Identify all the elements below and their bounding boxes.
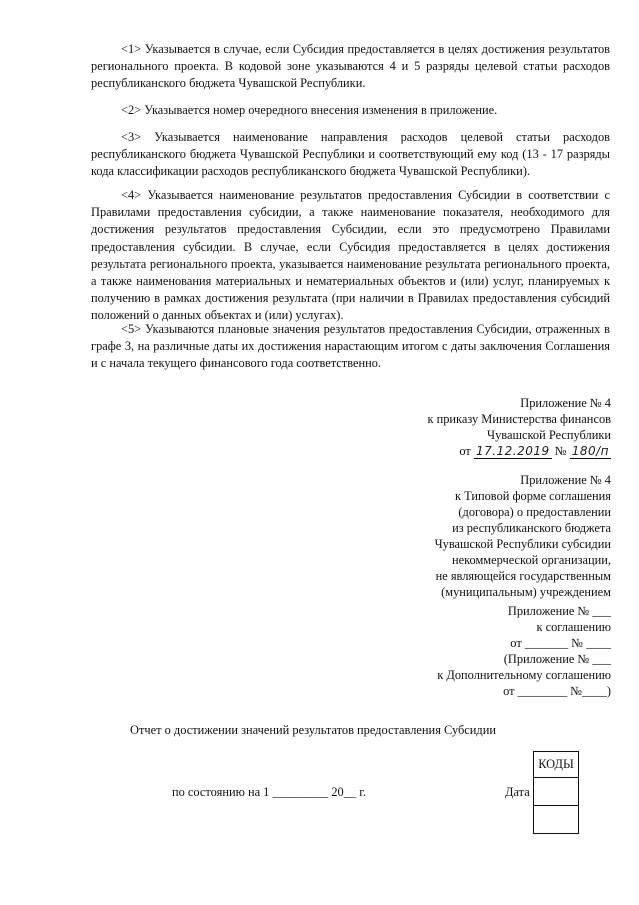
agreement-annex-line: к соглашению [536,620,611,634]
order-annex-to-order: к приказу Министерства финансов [427,412,611,426]
agreement-annex-block [437,603,611,699]
footnote-3: <3> Указывается наименование направления расходов целевой статьи расходов республиканского бюджета Чувашской Республики и соответствующий ему код (13 - 17 разряды кода классификации расходов республиканского бюджета Чувашской Республики). [91,130,610,179]
order-annex-date-line [427,443,611,459]
standard-annex-block [435,472,611,600]
order-annex-title: Приложение № 4 [520,396,611,410]
order-number-handwritten: 180/п [571,444,609,458]
order-number-prefix: № [554,444,567,458]
agreement-annex-line: к Дополнительному соглашению [437,668,611,682]
standard-annex-title: Приложение № 4 [520,473,611,487]
report-as-of: по состоянию на 1 _________ 20__ г. [172,785,366,799]
agreement-annex-line: от _______ № ____ [510,636,611,650]
footnote-4: <4> Указывается наименование результатов предоставления Субсидии в соответствии с Правилами предоставления субсидии, а также наименование показателя, необходимого для достижения результатов предоставления Субсидии, если это предусмотрено Правилами предоставления субсидии. В случае, если Субсидия предоставляется в целях достижения результата регионального проекта, указывается наименование результата регионального проекта, а также наименования материальных и нематериальных объектов и (или) услуг, планируемых к получению в рамках достижения результата (при наличии в Правилах предоставления субсидий положений о данных объектах и (или) услугах). [91,188,610,323]
footnote-1: <1> Указывается в случае, если Субсидия предоставляется в целях достижения результатов регионального проекта. В кодовой зоне указываются 4 и 5 разряды целевой статьи расходов республиканского бюджета Чувашской Республики. [91,42,610,91]
order-date-handwritten: 17.12.2019 [475,444,550,458]
standard-annex-line: не являющейся государственным [435,569,611,583]
codes-empty-cell [534,806,579,834]
standard-annex-line: из республиканского бюджета [452,521,611,535]
codes-table [533,751,579,834]
agreement-annex-line: (Приложение № ___ [503,652,611,666]
codes-header: КОДЫ [534,752,579,778]
order-date-prefix: от [459,444,471,458]
footnote-5: <5> Указываются плановые значения результатов предоставления Субсидии, отраженных в графе 3, на различные даты их достижения нарастающим итогом с даты заключения Соглашения и с начала текущего финансового года соответственно. [91,322,610,371]
order-annex-republic: Чувашской Республики [487,428,611,442]
standard-annex-line: (муниципальным) учреждением [441,585,611,599]
order-annex-block [427,395,611,459]
standard-annex-line: к Типовой форме соглашения [454,489,611,503]
agreement-annex-line: Приложение № ___ [507,604,611,618]
standard-annex-line: (договора) о предоставлении [458,505,611,519]
footnote-2: <2> Указывается номер очередного внесения изменения в приложение. [121,103,498,117]
report-title: Отчет о достижении значений результатов предоставления Субсидии [130,723,496,737]
codes-date-cell [534,778,579,806]
agreement-annex-line: от ________ №____) [503,684,611,698]
standard-annex-line: Чувашской Республики субсидии [434,537,611,551]
date-label: Дата [505,785,530,799]
standard-annex-line: некоммерческой организации, [451,553,611,567]
